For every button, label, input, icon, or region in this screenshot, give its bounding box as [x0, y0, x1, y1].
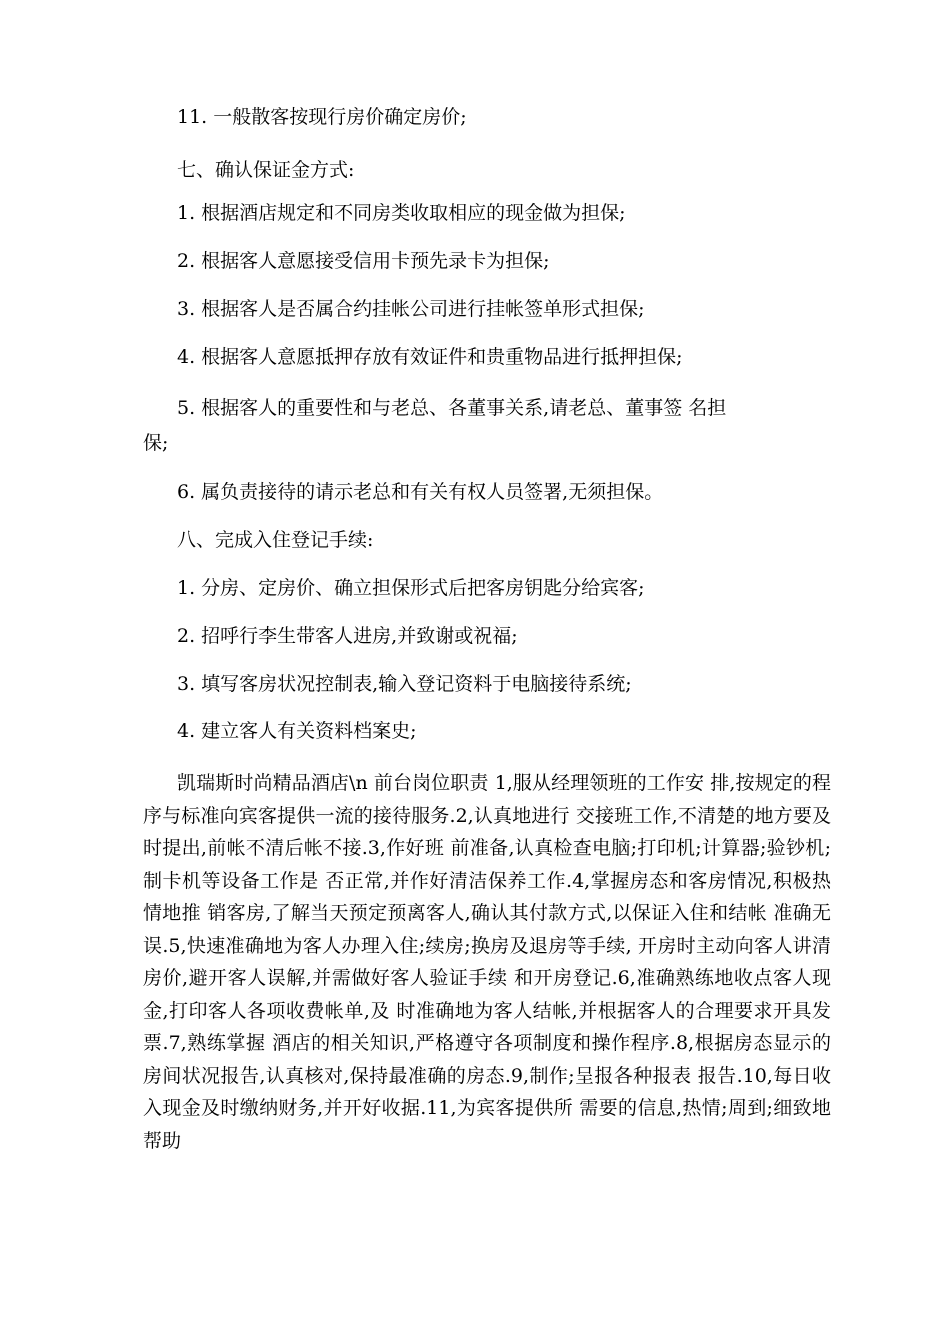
body-paragraph: 凯瑞斯时尚精品酒店\n 前台岗位职责 1,服从经理领班的工作安 排,按规定的程序与标准向宾客提供一流的接待服务.2,认真地进行 交接班工作,不清楚的地方要及时提出,前帐不清后帐不接.3,作好班 前准备,认真检查电脑;打印机;计算器;验钞机;制卡机等设备工作是 否正常,并作好清洁保养工作.4,掌握房态和客房情况,积极热情地推 销客房,了解当天预定预离客人,确认其付款方式,以保证入住和结帐 准确无误.5,快速准确地为客人办理入住;续房;换房及退房等手续, 开房时主动向客人讲清房价,避开客人误解,并需做好客人验证手续 和开房登记.6,准确熟练地收点客人现金,打印客人各项收费帐单,及 时准确地为客人结帐,并根据客人的合理要求开具发票.7,熟练掌握 酒店的相关知识,严格遵守各项制度和操作程序.8,根据房态显示的 房间状况报告,认真核对,保持最准确的房态.9,制作;呈报各种报表 报告.10,每日收入现金及时缴纳财务,并开好收据.11,为宾客提供所 需要的信息,热情;周到;细致地帮助 — [143, 772, 831, 1152]
section-heading: 八、完成入住登记手续: — [177, 529, 374, 551]
list-item: 3. 填写客房状况控制表,输入登记资料于电脑接待系统; — [177, 673, 632, 695]
list-item: 4. 根据客人意愿抵押存放有效证件和贵重物品进行抵押担保; — [177, 346, 683, 368]
list-item: 2. 招呼行李生带客人进房,并致谢或祝福; — [177, 625, 518, 647]
list-item: 1. 根据酒店规定和不同房类收取相应的现金做为担保; — [177, 202, 626, 224]
list-item: 1. 分房、定房价、确立担保形式后把客房钥匙分给宾客; — [177, 577, 645, 599]
list-item: 11. 一般散客按现行房价确定房价; — [177, 106, 467, 128]
list-item: 5. 根据客人的重要性和与老总、各董事关系,请老总、董事签 名担 — [177, 397, 727, 419]
list-item: 4. 建立客人有关资料档案史; — [177, 720, 417, 742]
section-heading: 七、确认保证金方式: — [177, 159, 355, 181]
list-item-continuation: 保; — [143, 432, 169, 454]
list-item: 2. 根据客人意愿接受信用卡预先录卡为担保; — [177, 250, 550, 272]
list-item: 6. 属负责接待的请示老总和有关有权人员签署,无须担保。 — [177, 481, 664, 503]
list-item: 3. 根据客人是否属合约挂帐公司进行挂帐签单形式担保; — [177, 298, 645, 320]
